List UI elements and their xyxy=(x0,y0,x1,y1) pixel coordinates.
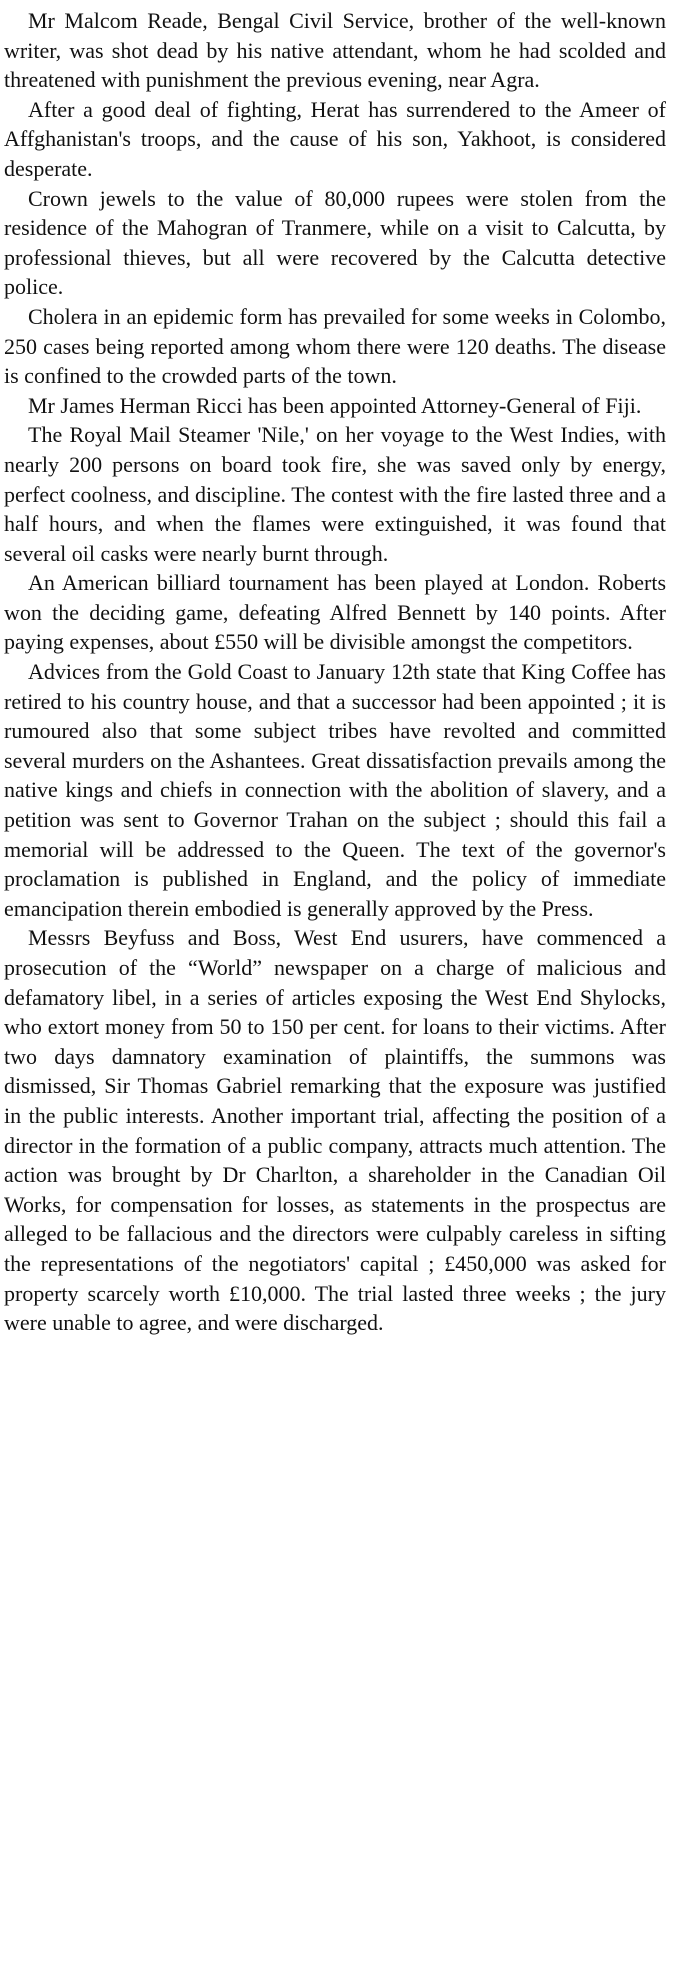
paragraph-ricci-appointment: Mr James Herman Ricci has been appointed Attorney-General of Fiji. xyxy=(28,392,642,418)
paragraph-cholera-colombo: Cholera in an epidemic form has prevailed for some weeks in Colombo, 250 cases being reported among whom there were 120 deaths. The disease is confined to the crowded parts of the town. xyxy=(4,303,666,389)
paragraph-herat-surrender: After a good deal of fighting, Herat has surrendered to the Ameer of Affghanistan's troops, and the cause of his son, Yakhoot, is considered desperate. xyxy=(4,96,666,181)
paragraph-billiard-tournament: An American billiard tournament has been played at London. Roberts won the deciding game, defeating Alfred Bennett by 140 points. After paying expenses, about £550 will be divisible amongst the competitors. xyxy=(4,570,666,655)
paragraph-reade-death: Mr Malcom Reade, Bengal Civil Service, brother of the well-known writer, was shot dead by his native attendant, whom he had scolded and threatened with punishment the previous evening, near Agra. xyxy=(4,8,666,93)
paragraph-crown-jewels: Crown jewels to the value of 80,000 rupees were stolen from the residence of the Mahogran of Tranmere, while on a visit to Calcutta, by professional thieves, but all were recovered by the Calcutta detective police. xyxy=(4,185,666,300)
paragraph-gold-coast: Advices from the Gold Coast to January 12th state that King Coffee has retired to his country house, and that a successor had been appointed ; it is rumoured also that some subject tribes have revolted and committed several murders on the Ashantees. Great dissatisfaction prevails among the native kings and chiefs in connection with the abolition of slavery, and a petition was sent to Governor Trahan on the subject ; should this fail a memorial will be addressed to the Queen. The text of the governor's proclamation is published in England, and the policy of immediate emancipation therein embodied is generally approved by the Press. xyxy=(4,659,666,921)
paragraph-steamer-nile-fire: The Royal Mail Steamer 'Nile,' on her voyage to the West Indies, with nearly 200 persons on board took fire, she was saved only by energy, perfect coolness, and discipline. The contest with the fire lasted three and a half hours, and when the flames were extinguished, it was found that several oil casks were nearly burnt through. xyxy=(4,422,666,566)
paragraph-libel-prosecution: Messrs Beyfuss and Boss, West End usurers, have commenced a prosecution of the “World” newspaper on a charge of malicious and defamatory libel, in a series of articles exposing the West End Shylocks, who extort money from 50 to 150 per cent. for loans to their victims. After two days damnatory examination of plaintiffs, the summons was dismissed, Sir Thomas Gabriel remarking that the exposure was justified in the public interests. Another important trial, affecting the position of a director in the formation of a public company, attracts much attention. The action was brought by Dr Charlton, a shareholder in the Canadian Oil Works, for compensation for losses, as statements in the prospectus are alleged to be fallacious and the directors were culpably careless in sifting the representations of the negotiators' capital ; £450,000 was asked for property scarcely worth £10,000. The trial lasted three weeks ; the jury were unable to agree, and were discharged. xyxy=(4,925,666,1336)
